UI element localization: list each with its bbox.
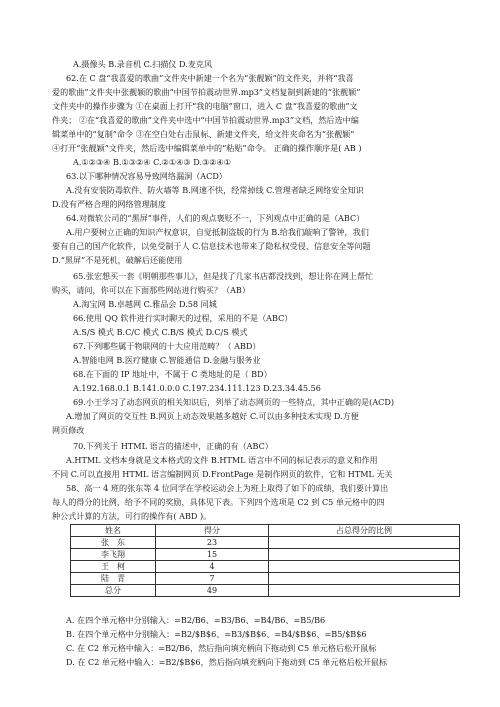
column-header: 姓名 <box>71 525 156 537</box>
table-cell: 陆 青 <box>71 573 156 585</box>
q58-option-a: A. 在四个单元格中分别输入：=B2/B6、=B3/B6、=B4/B6、=B5/B6 <box>66 615 326 625</box>
q58-option-c: C. 在 C2 单元格中输入：=B2/B6，然后指向填充柄向下拖动到 C5 单元格后松开鼠标 <box>66 643 377 653</box>
q69-stem: 69.小王学习了动态网页的相关知识后，列举了动态网页的一些特点，其中正确的是(ACD) <box>73 397 394 407</box>
table-cell: 王 柯 <box>71 561 156 573</box>
q62-stem: 62.在 C 盘“我喜爱的歌曲”文件夹中新建一个名为“张靓颖”的文件夹，并将“我喜 <box>66 73 354 83</box>
q64-options: D.“黑屏”不是死机，破解后还能使用 <box>52 255 183 265</box>
q66-stem: 66.使用 QQ 软件进行实时聊天的过程，采用的不是（ABC） <box>73 313 293 323</box>
q62-options: A.①②③④ B.①③②④ C.②①④③ D.③②④① <box>73 157 232 167</box>
q70-options: 不同 C.可以直接用 HTML 语言编制网页 D.FrontPage 是制作网页的软件，它和 HTML 无关 <box>52 469 393 479</box>
table-cell: 张 东 <box>71 537 156 549</box>
table-cell: 15 <box>156 549 269 561</box>
table-row <box>71 585 460 597</box>
score-table <box>70 524 460 597</box>
q62-stem: 辑菜单中的“复制”命令 ③在空白处右击鼠标、新建文件夹，给文件夹命名为“张靓颖” <box>52 129 355 139</box>
table-cell: 总分 <box>71 585 156 597</box>
q63-options: A.没有安装防毒软件、防火墙等 B.网速不快，经常掉线 C.管理者缺乏网络安全知识 <box>66 185 364 195</box>
q62-stem: ④打开“张靓颖”文件夹，然后选中编辑菜单中的“粘贴”命令。 正确的操作顺序是( AB ) <box>52 143 362 153</box>
q58-stem: 种公式计算的方法，可行的操作有( ABD )。 <box>52 511 212 521</box>
q62-stem: 件夹； ②在“我喜爱的歌曲”文件夹中选中“中国节拍震动世界.mp3”文档，然后选中编 <box>52 115 359 125</box>
q65-options: A.淘宝网 B.卓越网 C.雅品会 D.58 同城 <box>73 299 217 309</box>
q63-stem: 63.以下哪种情况容易导致网络漏洞（ACD） <box>66 171 227 181</box>
q68-options: A.192.168.0.1 B.141.0.0.0 C.197.234.111.123 D.23.34.45.56 <box>73 383 321 393</box>
q62-stem: 爱的歌曲”文件夹中张靓颖的歌曲“中国节拍震动世界.mp3”文档复制到新建的“张靓颖” <box>52 87 361 97</box>
table-row <box>71 573 460 585</box>
table-cell <box>269 549 460 561</box>
q58-stem: 58、高一 4 班的张东等 4 位同学在学校运动会上为班上取得了如下的成绩，我们要计算出 <box>66 483 389 493</box>
column-header: 得分 <box>156 525 269 537</box>
q58-stem: 每人的得分的比例，给予不同的奖励，具体见下表。下列四个选项是 C2 到 C5 单元格中的四 <box>52 497 385 507</box>
q66-options: A.S/S 模式 B.C/C 模式 C.B/S 模式 D.C/S 模式 <box>73 327 248 337</box>
table-cell: 李飞翔 <box>71 549 156 561</box>
q64-stem: 64.对微软公司的“黑屏”事件，人们的观点褒贬不一，下列观点中正确的是（ABC） <box>66 213 365 223</box>
q64-options: A.用户要树立正确的知识产权意识，自觉抵制盗版的行为 B.给我们敲响了警钟，我们 <box>66 227 369 237</box>
q70-options: A.HTML 文档本身就是文本格式的文件 B.HTML 语言中不同的标记表示的意义和作用 <box>66 455 378 465</box>
table-row <box>71 537 460 549</box>
table-cell <box>269 573 460 585</box>
table-cell <box>269 537 460 549</box>
q68-stem: 68.在下面的 IP 地址中，不属于 C 类地址的是（ BD） <box>73 369 272 379</box>
q61-options: A.摄像头 B.录音机 C.扫描仪 D.麦克风 <box>73 59 213 69</box>
q65-stem: 购买，请问，你可以在下面那些网站进行购买？（AB） <box>52 285 250 295</box>
table-cell: 7 <box>156 573 269 585</box>
table-cell: 49 <box>156 585 269 597</box>
q63-options: D.没有严格合理的网络管理制度 <box>52 199 166 209</box>
q69-options: A.增加了网页的交互性 B.网页上动态效果越多越好 C.可以由多种技术实现 D.方便 <box>66 411 359 421</box>
table-cell: 23 <box>156 537 269 549</box>
column-header: 占总得分的比例 <box>269 525 460 537</box>
table-header-row <box>71 525 460 537</box>
table-cell <box>269 561 460 573</box>
q70-stem: 70.下列关于 HTML 语言的描述中，正确的有（ABC） <box>73 441 273 451</box>
q58-option-b: B. 在四个单元格中分别输入：=B2/$B$6、=B3/$B$6、=B4/$B$6、=B5/$B$6 <box>66 629 367 639</box>
table-cell: 4 <box>156 561 269 573</box>
q64-options: 要有自己的国产化软件，以免受制于人 C.信息技术也带来了隐私权受侵、信息安全等问题 <box>52 241 371 251</box>
table-row <box>71 561 460 573</box>
table-cell <box>269 585 460 597</box>
q62-stem: 文件夹中的操作步骤为 ①在桌面上打开“我的电脑”窗口，进入 C 盘“我喜爱的歌曲”文 <box>52 101 358 111</box>
q65-stem: 65.张宏想买一套《明朝那些事儿》，但是找了几家书店都没找到，想让你在网上帮忙 <box>73 271 374 281</box>
q69-options: 网页修改 <box>52 425 85 435</box>
q58-option-d: D. 在 C2 单元格中输入：=B2/$B$6，然后指向填充柄向下拖动到 C5 单元格后松开鼠标 <box>66 657 388 667</box>
table-row <box>71 549 460 561</box>
q67-options: A.智能电网 B.医疗健康 C.智能通信 D.金融与服务业 <box>73 355 261 365</box>
q67-stem: 67.下列哪些属于物联网的十大应用范畴？（ ABD） <box>73 341 261 351</box>
